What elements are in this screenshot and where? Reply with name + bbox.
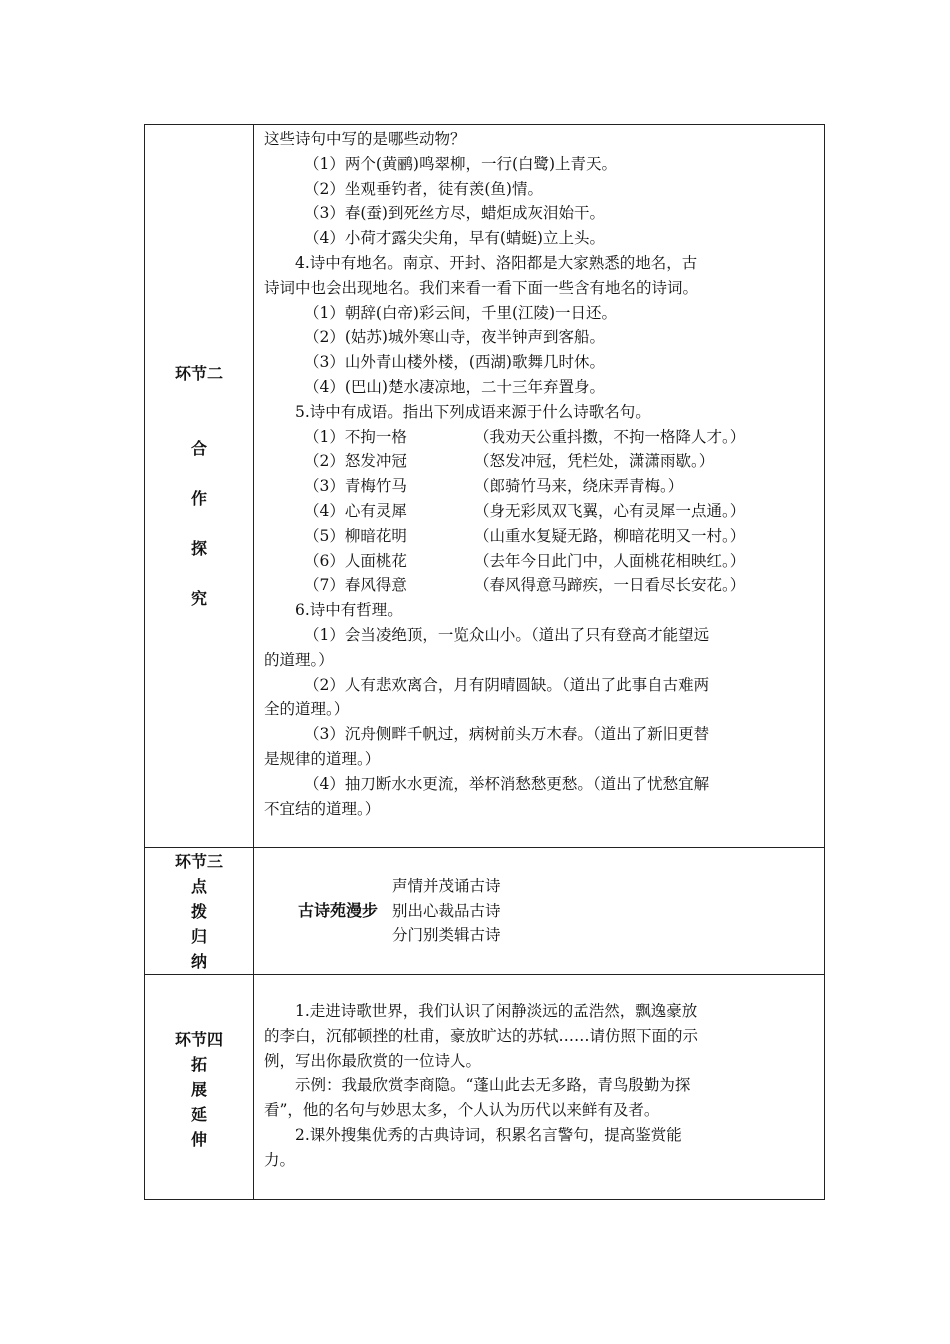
idiom-source: （怒发冲冠，凭栏处，潇潇雨歇。） bbox=[474, 452, 715, 471]
idiom-row bbox=[264, 499, 816, 524]
stage4-content bbox=[254, 975, 824, 1199]
extension-p1-cont: 的李白，沉郁顿挫的杜甫，豪放旷达的苏轼……请仿照下面的示 bbox=[264, 1026, 699, 1045]
stage4-row bbox=[145, 974, 824, 1199]
idiom-row bbox=[264, 524, 816, 549]
idiom-name: （2）怒发冲冠 bbox=[304, 452, 407, 471]
idiom-name: （4）心有灵犀 bbox=[304, 501, 407, 520]
idiom-name: （6）人面桃花 bbox=[304, 551, 407, 570]
summary-item: 别出心裁品古诗 bbox=[392, 901, 501, 920]
stage4-char: 拓 bbox=[190, 1055, 207, 1074]
extension-p2: 2.课外搜集优秀的古典诗词，积累名言警句，提高鉴赏能 bbox=[295, 1125, 682, 1144]
stage4-label bbox=[145, 975, 254, 1199]
section4-heading: 4.诗中有地名。南京、开封、洛阳都是大家熟悉的地名，古 bbox=[295, 253, 698, 272]
stage3-char: 点 bbox=[190, 876, 207, 896]
idiom-source: （身无彩凤双飞翼，心有灵犀一点通。） bbox=[474, 501, 746, 520]
lesson-table bbox=[144, 124, 825, 1200]
stage2-char: 究 bbox=[190, 589, 207, 608]
stage2-label bbox=[145, 125, 254, 847]
idiom-row bbox=[264, 449, 816, 474]
idiom-source: （山重水复疑无路，柳暗花明又一村。） bbox=[474, 526, 746, 545]
stage2-row bbox=[145, 125, 824, 847]
summary-items bbox=[392, 874, 501, 948]
extension-p1: 1.走进诗歌世界，我们认识了闲静淡远的孟浩然，飘逸豪放 bbox=[295, 1002, 698, 1020]
stage3-title: 环节三 bbox=[174, 851, 223, 871]
animal-item: （4）小荷才露尖尖角，早有(蜻蜓)立上头。 bbox=[304, 229, 605, 248]
summary-block bbox=[264, 874, 501, 948]
philosophy-line: （3）沉舟侧畔千帆过，病树前头万木春。（道出了新旧更替 bbox=[304, 725, 710, 744]
idiom-row bbox=[264, 425, 816, 450]
philosophy-line-cont: 全的道理。） bbox=[264, 700, 350, 719]
summary-item: 声情并茂诵古诗 bbox=[392, 876, 501, 895]
animal-item: （3）春(蚕)到死丝方尽，蜡炬成灰泪始干。 bbox=[304, 204, 605, 223]
stage3-char: 拨 bbox=[190, 901, 207, 921]
animals-intro: 这些诗句中写的是哪些动物？ bbox=[264, 130, 466, 148]
section6-heading: 6.诗中有哲理。 bbox=[295, 601, 403, 620]
stage3-label bbox=[145, 848, 254, 974]
extension-p2-cont: 力。 bbox=[264, 1150, 296, 1169]
section4-heading-cont: 诗词中也会出现地名。我们来看一看下面一些含有地名的诗词。 bbox=[264, 278, 699, 297]
philosophy-line-cont: 是规律的道理。） bbox=[264, 749, 381, 768]
idiom-name: （5）柳暗花明 bbox=[304, 526, 407, 545]
stage3-content bbox=[254, 848, 824, 974]
stage3-row bbox=[145, 847, 824, 974]
place-item: （3）山外青山楼外楼，(西湖)歌舞几时休。 bbox=[304, 353, 605, 372]
summary-title: 古诗苑漫步 bbox=[298, 900, 379, 920]
idiom-name: （1）不拘一格 bbox=[304, 427, 407, 446]
idiom-source: （郎骑竹马来，绕床弄青梅。） bbox=[474, 477, 684, 496]
stage2-char: 探 bbox=[190, 539, 207, 558]
extension-example: 示例：我最欣赏李商隐。“蓬山此去无多路，青鸟殷勤为探 bbox=[295, 1076, 691, 1095]
philosophy-line: （2）人有悲欢离合，月有阴晴圆缺。（道出了此事自古难两 bbox=[304, 675, 710, 694]
summary-item: 分门别类辑古诗 bbox=[392, 926, 501, 945]
stage4-char: 伸 bbox=[190, 1130, 207, 1149]
idiom-row bbox=[264, 573, 816, 598]
extension-example-cont: 看”，他的名句与妙思太多，个人认为历代以来鲜有及者。 bbox=[264, 1101, 660, 1120]
philosophy-line: （1）会当凌绝顶，一览众山小。（道出了只有登高才能望远 bbox=[304, 625, 710, 644]
stage2-char: 作 bbox=[190, 489, 207, 508]
stage4-title: 环节四 bbox=[174, 1030, 223, 1049]
idiom-row bbox=[264, 474, 816, 499]
animal-item: （1）两个(黄鹂)鸣翠柳，一行(白鹭)上青天。 bbox=[304, 154, 618, 173]
philosophy-line: （4）抽刀断水水更流，举杯消愁愁更愁。（道出了忧愁宜解 bbox=[304, 774, 710, 793]
idiom-source: （去年今日此门中，人面桃花相映红。） bbox=[474, 551, 746, 570]
stage2-title: 环节二 bbox=[174, 364, 223, 383]
stage3-char: 归 bbox=[190, 926, 207, 946]
stage2-content bbox=[254, 125, 824, 847]
idiom-row bbox=[264, 549, 816, 574]
stage2-char: 合 bbox=[190, 439, 207, 458]
extension-p1-cont: 例，写出你最欣赏的一位诗人。 bbox=[264, 1051, 482, 1070]
philosophy-line-cont: 不宜结的道理。） bbox=[264, 799, 381, 818]
place-item: （2）(姑苏)城外寒山寺，夜半钟声到客船。 bbox=[304, 328, 605, 347]
idiom-name: （3）青梅竹马 bbox=[304, 477, 407, 496]
animal-item: （2）坐观垂钓者，徒有羡(鱼)情。 bbox=[304, 179, 543, 198]
stage3-char: 纳 bbox=[190, 951, 207, 971]
idiom-source: （我劝天公重抖擞，不拘一格降人才。） bbox=[474, 427, 746, 446]
philosophy-line-cont: 的道理。） bbox=[264, 650, 334, 669]
stage4-char: 展 bbox=[190, 1080, 207, 1099]
stage4-char: 延 bbox=[190, 1105, 207, 1124]
idiom-name: （7）春风得意 bbox=[304, 576, 407, 595]
place-item: （1）朝辞(白帝)彩云间，千里(江陵)一日还。 bbox=[304, 303, 618, 322]
idiom-source: （春风得意马蹄疾，一日看尽长安花。） bbox=[474, 576, 746, 595]
section5-heading: 5.诗中有成语。指出下列成语来源于什么诗歌名句。 bbox=[295, 402, 651, 421]
place-item: （4）(巴山)楚水凄凉地，二十三年弃置身。 bbox=[304, 377, 605, 396]
